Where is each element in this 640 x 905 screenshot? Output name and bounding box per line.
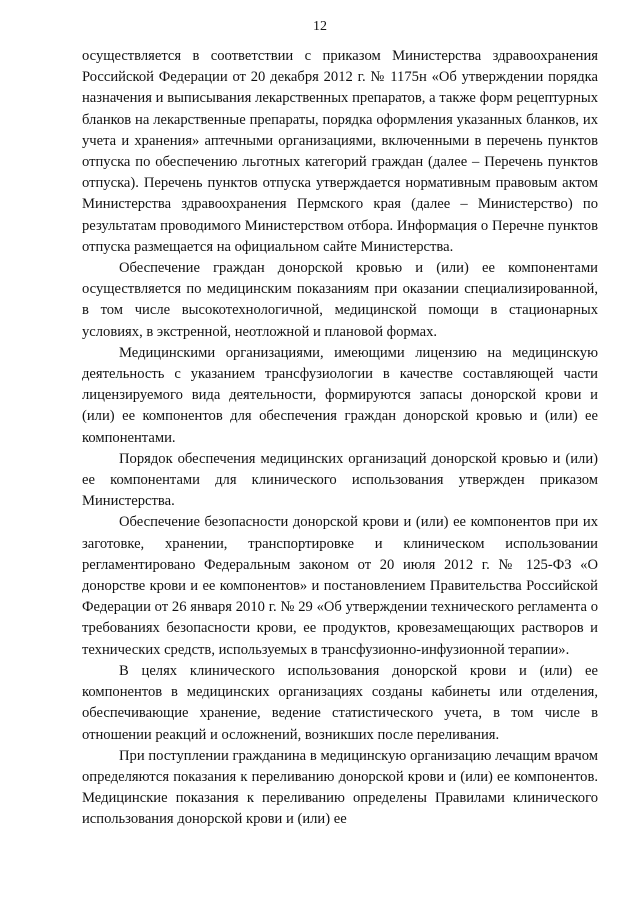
paragraph: При поступлении гражданина в медицинскую организацию лечащим врачом определяются показания к переливанию донорской крови и (или) ее компонентов. Медицинские показания к переливанию определены Правилами клинического использования донорской крови и (или) ее	[82, 747, 598, 828]
page-number: 12	[313, 19, 327, 34]
document-body	[82, 46, 598, 831]
paragraph: Обеспечение безопасности донорской крови и (или) ее компонентов при их заготовке, хранении, транспортировке и клиническом использовании регламентировано Федеральным законом от 20 июля 2012 г. № 125-ФЗ «О донорстве крови и ее компонентов» и постановлением Правительства Российской Федерации от 26 января 2010 г. № 29 «Об утверждении технического регламента о требованиях безопасности крови, ее продуктов, кровезамещающих растворов и технических средств, используемых в трансфузионно-инфузионной терапии».	[82, 514, 598, 658]
paragraph-continuation: осуществляется в соответствии с приказом Министерства здравоохранения Российской Федерации от 20 декабря 2012 г. № 1175н «Об утверждении порядка назначения и выписывания лекарственных препаратов, а также форм рецептурных бланков на лекарственные препараты, порядка оформления указанных бланков, их учета и хранения» аптечными организациями, включенными в перечень пунктов отпуска по обеспечению льготных категорий граждан (далее – Перечень пунктов отпуска). Перечень пунктов отпуска утверждается нормативным правовым актом Министерства здравоохранения Пермского края (далее – Министерство) по результатам проводимого Министерством отбора. Информация о Перечне пунктов отпуска размещается на официальном сайте Министерства.	[82, 48, 598, 255]
paragraph: Медицинскими организациями, имеющими лицензию на медицинскую деятельность с указанием трансфузиологии в качестве составляющей части лицензируемого вида деятельности, формируются запасы донорской крови и (или) ее компонентов для обеспечения граждан донорской кровью и (или) ее компонентами.	[82, 344, 598, 446]
paragraph: В целях клинического использования донорской крови и (или) ее компонентов в медицинских организациях созданы кабинеты или отделения, обеспечивающие хранение, ведение статистического учета, в том числе в отношении реакций и осложнений, возникших после переливания.	[82, 662, 598, 743]
paragraph: Порядок обеспечения медицинских организаций донорской кровью и (или) ее компонентами для клинического использования утвержден приказом Министерства.	[82, 450, 598, 510]
paragraph: Обеспечение граждан донорской кровью и (или) ее компонентами осуществляется по медицинским показаниям при оказании специализированной, в том числе высокотехнологичной, медицинской помощи в стационарных условиях, в экстренной, неотложной и плановой формах.	[82, 260, 598, 340]
